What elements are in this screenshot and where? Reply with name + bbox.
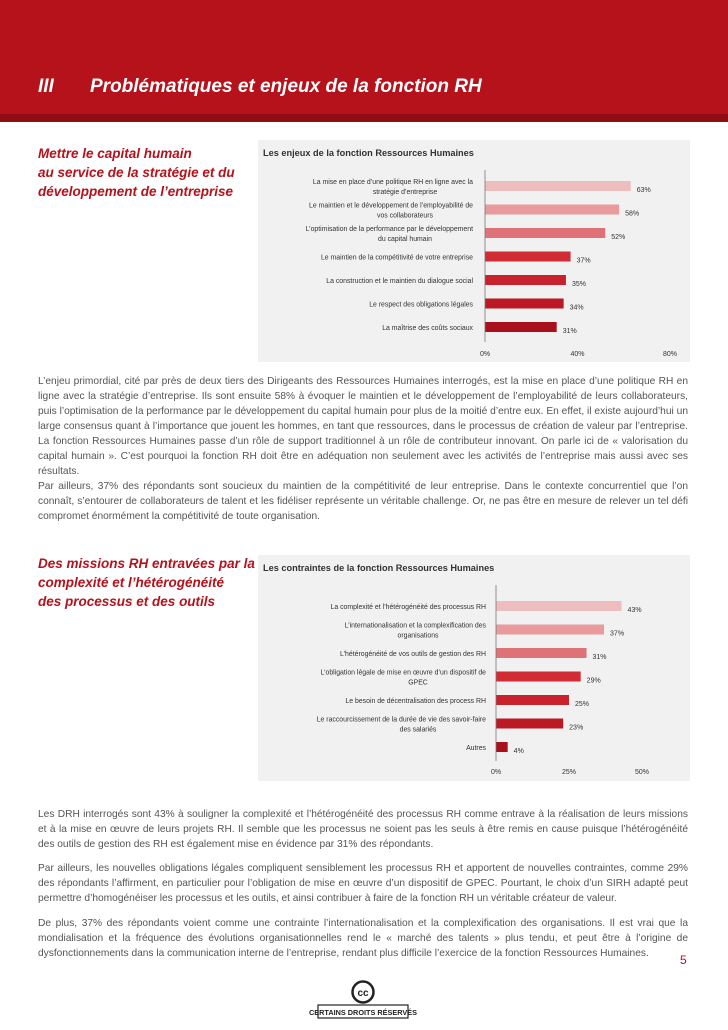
bar-value-label: 4% xyxy=(513,748,524,755)
bar-value-label: 63% xyxy=(636,187,651,194)
chart-title: Les contraintes de la fonction Ressources Humaines xyxy=(263,563,495,573)
category-label: du capital humain xyxy=(377,236,433,243)
side-title-line: complexité et l’hétérogénéité xyxy=(38,575,225,590)
bar xyxy=(496,672,581,682)
bar-value-label: 37% xyxy=(610,630,625,638)
paragraph: Par ailleurs, 37% des répondants sont soucieux du maintien de la compétitivité de leur entreprise. Dans le contexte concurrentiel que l’on connaît, s’entourer de collaborateurs de talent et les fidéliser représente un véritable challenge. Or, ne pas être en mesure de relever un tel défi compromet énormément la compétitivité de toute organisation. xyxy=(38,481,688,522)
side-title-line: des processus et des outils xyxy=(38,594,216,609)
side-title-capital-humain xyxy=(38,144,235,201)
x-tick-label: 40% xyxy=(570,351,585,358)
category-label: stratégie d’entreprise xyxy=(372,189,438,196)
bar xyxy=(496,695,569,705)
category-label: La mise en place d’une politique RH en ligne avec la xyxy=(312,179,473,186)
bar-value-label: 52% xyxy=(611,234,626,241)
paragraph: De plus, 37% des répondants voient comme une contrainte l’internationalisation et la complexification des organisations. Il est vrai que la mondialisation et la fréquence des évolutions organisationnelles rend le « marché des talents » plus tendu, et peut être à l’origine de dysfonctionnements dans la communication interne de l’entreprise, rendant plus difficile l’exercice de la fonction Ressources Humaines. xyxy=(38,918,688,959)
bar xyxy=(496,648,587,658)
side-title-line: Mettre le capital humain xyxy=(38,146,192,161)
x-tick-label: 0% xyxy=(479,351,491,358)
side-title-missions-rh xyxy=(38,554,255,611)
category-label: Le maintien de la compétitivité de votre entreprise xyxy=(320,254,473,262)
side-title-line: Des missions RH entravées par la xyxy=(38,556,255,571)
paragraph: L’enjeu primordial, cité par près de deux tiers des Dirigeants des Ressources Humaines interrogés, est la mise en place d’une politique RH en ligne avec la stratégie d’entreprise. Ils sont ensuite 58% à évoquer le maintien et le développement de l’employabilité de leurs collaborateurs, puis l’optimisation de la performance par le développement du capital humain pour plus de la moitié d’entre eux. En effet, il existe aujourd’hui un large consensus quant à l’importance que jouent les hommes, en tant que ressources, dans le processus de création de valeur par l’entreprise. La fonction Ressources Humaines passe d’un rôle de support traditionnel à un rôle de contributeur innovant. On parle ici de « valorisation du capital humain ». C’est pourquoi la fonction RH doit être en adéquation non seulement avec les activités de l’entreprise mais aussi avec ses résultats. xyxy=(38,376,688,477)
category-label: organisations xyxy=(397,632,439,640)
cc-badge-text: cc xyxy=(357,988,369,999)
category-label: GPEC xyxy=(408,679,428,687)
category-label: Le respect des obligations légales xyxy=(369,301,473,309)
chart-contraintes-svg xyxy=(258,555,690,781)
bar xyxy=(496,601,622,611)
category-label: La maîtrise des coûts sociaux xyxy=(382,325,473,332)
paragraph: Par ailleurs, les nouvelles obligations légales compliquent sensiblement les processus RH et apportent de nouvelles contraintes, comme 29% des répondants l’affirment, en particulier pour l’obligation de mise en œuvre d’un dispositif de GPEC. Pourtant, le choix d’un SIRH adapté peut permettre d’homogénéiser les processus et les outils, et ainsi contribuer à faire de la fonction RH un véritable créateur de valeur. xyxy=(38,863,688,904)
header-banner xyxy=(0,0,728,122)
header-underline xyxy=(0,114,728,122)
bar xyxy=(485,228,605,238)
x-tick-label: 80% xyxy=(662,351,678,358)
category-label: L’optimisation de la performance par le développement xyxy=(305,226,473,233)
bar-value-label: 43% xyxy=(627,607,642,614)
category-label: L’obligation légale de mise en œuvre d’un dispositif de xyxy=(320,669,486,677)
bar-value-label: 31% xyxy=(562,328,577,335)
bar-value-label: 58% xyxy=(625,210,640,218)
bar-value-label: 31% xyxy=(592,654,607,661)
bar xyxy=(485,252,571,262)
category-label: Le maintien et le développement de l’employabilité de xyxy=(309,202,473,210)
category-label: Le besoin de décentralisation des process RH xyxy=(345,698,486,705)
category-label: La construction et le maintien du dialogue social xyxy=(326,278,473,285)
category-label: Autres xyxy=(466,745,486,752)
side-title-line: développement de l’entreprise xyxy=(38,184,234,199)
category-label: L’internationalisation et la complexification des xyxy=(344,622,486,630)
section-title: Problématiques et enjeux de la fonction RH xyxy=(90,76,482,97)
category-label: vos collaborateurs xyxy=(377,212,433,220)
bar xyxy=(485,181,631,191)
category-label: des salariés xyxy=(399,726,437,734)
chart-enjeux-svg xyxy=(258,140,690,362)
creative-commons-logo xyxy=(309,980,417,1020)
bar xyxy=(485,299,564,309)
bar-value-label: 25% xyxy=(575,701,590,708)
bar-value-label: 35% xyxy=(571,281,586,288)
bar xyxy=(485,275,566,285)
cc-icon xyxy=(309,980,417,1020)
category-label: Le raccourcissement de la durée de vie des savoir-faire xyxy=(316,716,486,724)
chart-enjeux xyxy=(258,140,690,362)
page-number: 5 xyxy=(680,953,687,967)
category-label: La complexité et l’hétérogénéité des processus RH xyxy=(330,604,486,611)
x-tick-label: 25% xyxy=(561,769,577,776)
bar-value-label: 34% xyxy=(569,304,584,312)
side-title-line: au service de la stratégie et du xyxy=(38,165,235,180)
license-text: CERTAINS DROITS RÉSERVÉS xyxy=(309,1008,417,1017)
bar xyxy=(496,625,604,635)
bar-value-label: 37% xyxy=(576,257,591,265)
x-tick-label: 0% xyxy=(490,769,502,776)
x-tick-label: 50% xyxy=(634,769,650,776)
paragraph: Les DRH interrogés sont 43% à souligner la complexité et l’hétérogénéité des processus RH comme entrave à la réalisation de leurs missions et à la mise en œuvre de leurs projets RH. Il semble que les processus ne soient pas les seuls à être remis en cause puisque l’hétérogénéité des outils de gestion des RH est également mise en évidence par 31% des répondants. xyxy=(38,809,688,850)
bar xyxy=(496,719,563,729)
category-label: L’hétérogénéité de vos outils de gestion des RH xyxy=(340,651,486,658)
bar-value-label: 29% xyxy=(586,677,601,685)
chart-contraintes xyxy=(258,555,690,781)
chart-title: Les enjeux de la fonction Ressources Humaines xyxy=(263,148,474,158)
section-number: III xyxy=(38,76,54,97)
bar xyxy=(485,322,557,332)
bar xyxy=(485,205,619,215)
bar xyxy=(496,742,508,752)
bar-value-label: 23% xyxy=(569,724,584,732)
